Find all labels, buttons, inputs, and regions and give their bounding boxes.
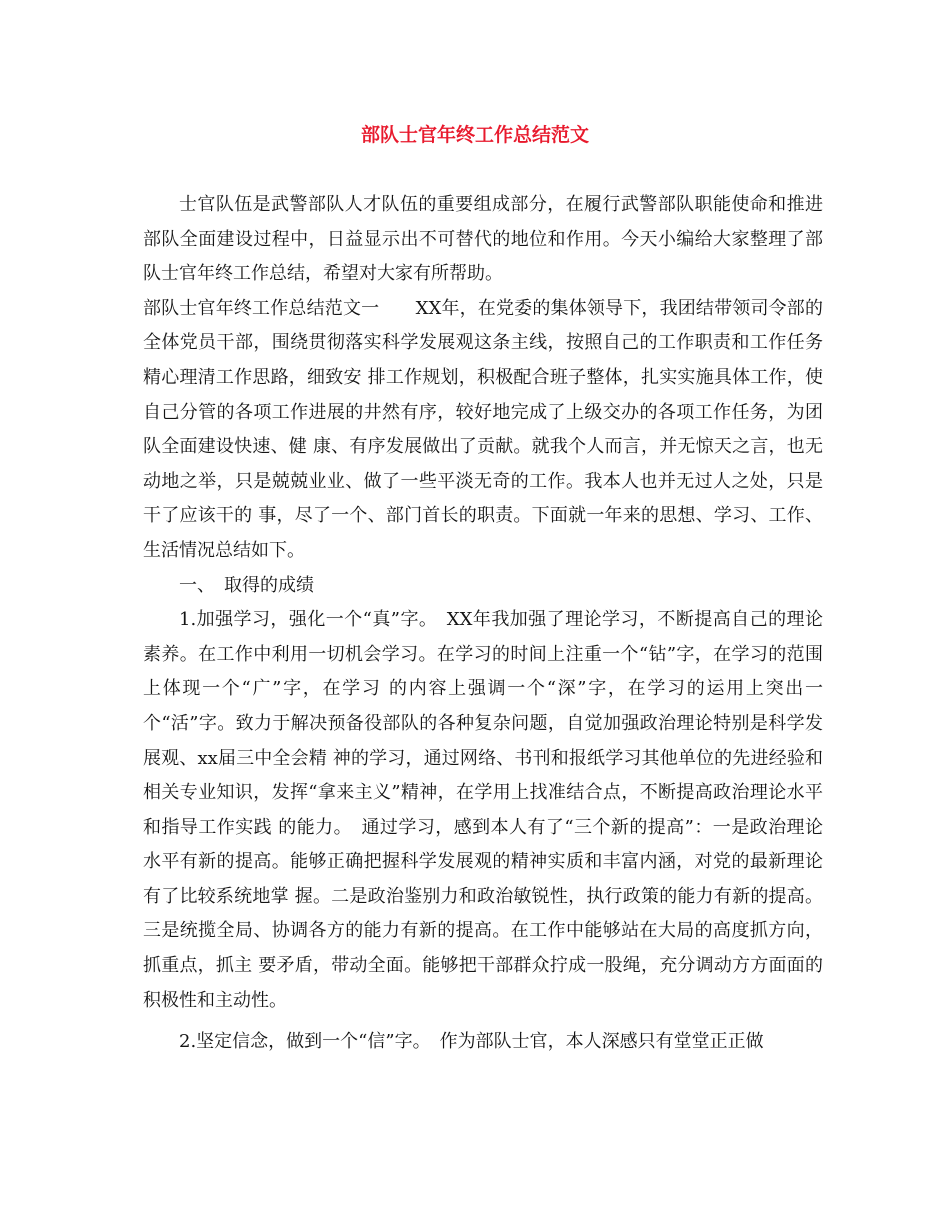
document-title: 部队士官年终工作总结范文 (360, 124, 589, 146)
paragraph-belief: 2.坚定信念，做到一个“信”字。 作为部队士官，本人深感只有堂堂正正做 (179, 1031, 764, 1053)
section-heading-achievements: 一、 取得的成绩 (179, 574, 314, 596)
paragraph-summary-one: 部队士官年终工作总结范文一 XX年，在党委的集体领导下，我团结带领司令部的全体党员干部，围绕贯彻落实科学发展观这条主线，按照自己的工作职责和工作任务精心理清工作思路，细致安 排工作规划，积极配合班子整体，扎实实施具体工作，使自己分管的各项工作进展的井然有序，较好地完成了上级交办的各项工作任务，为团队全面建设快速、健 康、有序发展做出了贡献。就我个人而言，并无惊天之言，也无动地之举，只是兢兢业业、做了一些平淡无奇的工作。我本人也并无过人之处，只是干了应该干的 事，尽了一个、部门首长的职责。下面就一年来的思想、学习、工作、生活情况总结如下。 (143, 297, 823, 561)
paragraph-intro: 士官队伍是武警部队人才队伍的重要组成部分，在履行武警部队职能使命和推进部队全面建设过程中，日益显示出不可替代的地位和作用。今天小编给大家整理了部队士官年终工作总结，希望对大家有所帮助。 (143, 194, 823, 285)
paragraph-study: 1.加强学习，强化一个“真”字。 XX年我加强了理论学习，不断提高自己的理论素养。在工作中利用一切机会学习。在学习的时间上注重一个“钻”字，在学习的范围上体现一个“广”字，在学习 的内容上强调一个“深”字，在学习的运用上突出一个“活”字。致力于解决预备役部队的各种复杂问题，自觉加强政治理论特别是科学发展观、xx届三中全会精 神的学习，通过网络、书刊和报纸学习其他单位的先进经验和相关专业知识，发挥“拿来主义”精神，在学用上找准结合点，不断提高政治理论水平和指导工作实践 的能力。 通过学习，感到本人有了“三个新的提高”：一是政治理论水平有新的提高。能够正确把握科学发展观的精神实质和丰富内涵，对党的最新理论有了比较系统地掌 握。二是政治鉴别力和政治敏锐性，执行政策的能力有新的提高。三是统揽全局、协调各方的能力有新的提高。在工作中能够站在大局的高度抓方向，抓重点，抓主 要矛盾，带动全面。能够把干部群众拧成一股绳，充分调动方方面面的积极性和主动性。 (143, 609, 823, 1011)
document-body (143, 188, 823, 1060)
